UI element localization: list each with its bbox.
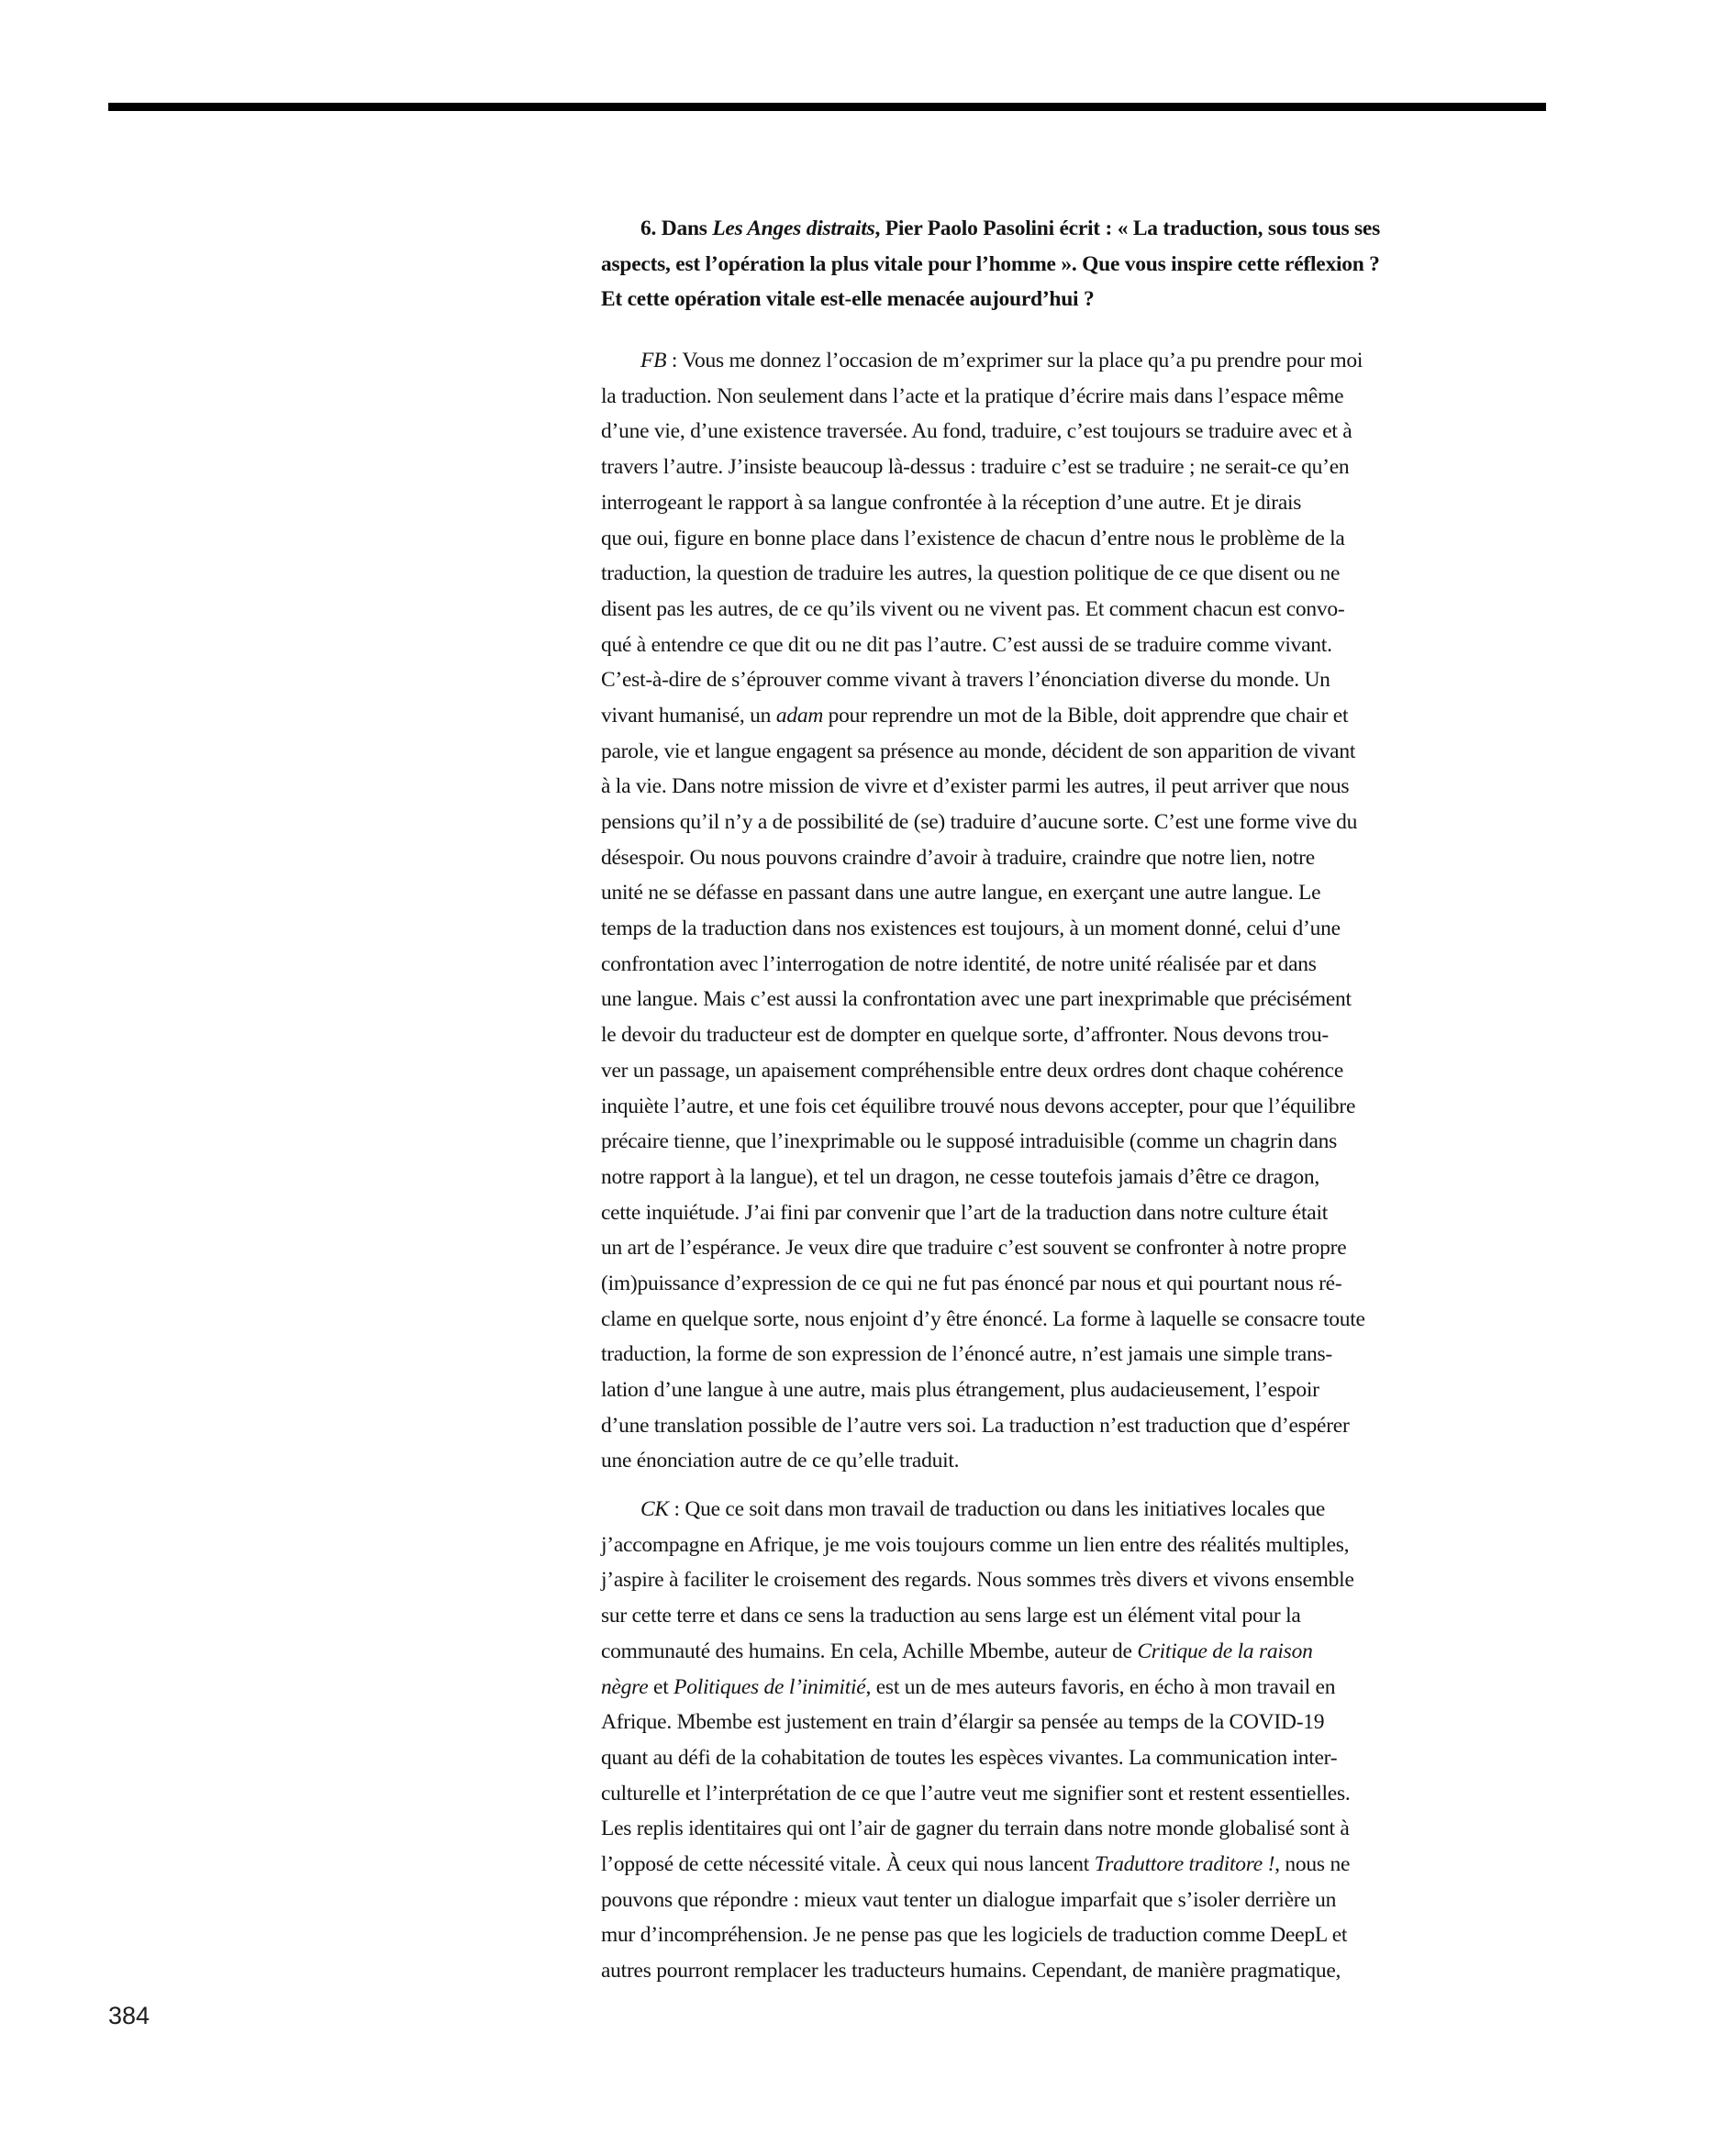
text-segment: Afrique. Mbembe est justement en train d’élargir sa pensée au temps de la COVID-19 [601, 1710, 1325, 1735]
text-segment: culturelle et l’interprétation de ce que l’autre veut me signifier sont et restent essentielles. [601, 1781, 1351, 1806]
text-line [601, 769, 1552, 805]
answer-paragraph-ck [601, 1492, 1552, 1989]
text-segment: Les replis identitaires qui ont l’air de gagner du terrain dans notre monde globalisé sont à [601, 1817, 1350, 1841]
text-segment: cette inquiétude. J’ai fini par convenir que l’art de la traduction dans notre culture était [601, 1200, 1328, 1225]
text-line [601, 1528, 1552, 1563]
answer-paragraph-fb [601, 343, 1552, 1479]
italic-segment: nègre [601, 1674, 649, 1699]
text-line [601, 1776, 1552, 1812]
text-segment: d’une translation possible de l’autre vers soi. La traduction n’est traduction que d’espérer [601, 1413, 1350, 1438]
italic-segment: FB [640, 349, 667, 373]
text-segment: que oui, figure en bonne place dans l’existence de chacun d’entre nous le problème de la [601, 526, 1345, 550]
text-segment: (im)puissance d’expression de ce qui ne fut pas énoncé par nous et qui pourtant nous ré- [601, 1271, 1342, 1295]
text-line [601, 1562, 1552, 1598]
text-line [601, 247, 1552, 283]
page-number: 384 [108, 2002, 150, 2029]
text-line [601, 1811, 1552, 1847]
text-line [601, 1302, 1552, 1338]
text-segment: , est un de mes auteurs favoris, en écho à mon travail en [865, 1674, 1336, 1699]
text-line [601, 1230, 1552, 1266]
text-line [601, 805, 1552, 840]
text-segment: disent pas les autres, de ce qu’ils vivent ou ne vivent pas. Et comment chacun est convo- [601, 596, 1345, 621]
text-segment: pouvons que répondre : mieux vaut tenter un dialogue imparfait que s’isoler derrière un [601, 1887, 1337, 1912]
text-segment: une énonciation autre de ce qu’elle traduit. [601, 1449, 960, 1473]
text-line [601, 1492, 1552, 1528]
text-line [601, 485, 1552, 521]
text-segment: , Pier Paolo Pasolini écrit : « La traduction, sous tous ses [874, 217, 1381, 240]
text-segment: : Vous me donnez l’occasion de m’exprimer sur la place qu’a pu prendre pour moi [666, 349, 1363, 373]
text-segment: précaire tienne, que l’inexprimable ou le supposé intraduisible (comme un chagrin dans [601, 1129, 1338, 1154]
text-segment: lation d’une langue à une autre, mais plus étrangement, plus audacieusement, l’espoir [601, 1378, 1319, 1402]
text-segment: quant au défi de la cohabitation de toutes les espèces vivantes. La communication inter- [601, 1745, 1338, 1770]
text-line [601, 1266, 1552, 1302]
text-line [601, 734, 1552, 770]
text-segment: j’aspire à faciliter le croisement des regards. Nous sommes très divers et vivons ensemble [601, 1568, 1354, 1593]
text-segment: pour reprendre un mot de la Bible, doit apprendre que chair et [823, 703, 1349, 728]
text-segment: C’est-à-dire de s’éprouver comme vivant à travers l’énonciation diverse du monde. Un [601, 668, 1330, 693]
text-segment: travers l’autre. J’insiste beaucoup là-dessus : traduire c’est se traduire ; ne serait-ce qu’en [601, 455, 1350, 480]
text-line [601, 1160, 1552, 1195]
text-line [601, 1337, 1552, 1373]
text-line [601, 1373, 1552, 1408]
text-segment: confrontation avec l’interrogation de notre identité, de notre unité réalisée par et dans [601, 951, 1317, 976]
text-segment: parole, vie et langue engagent sa présence au monde, décident de son apparition de vivant [601, 739, 1356, 763]
text-segment: traduction, la question de traduire les autres, la question politique de ce que disent ou ne [601, 561, 1341, 586]
text-line [601, 1634, 1552, 1670]
text-block [601, 211, 1552, 1989]
text-segment: autres pourront remplacer les traducteurs humains. Cependant, de manière pragmatique, [601, 1959, 1341, 1983]
text-line [601, 1670, 1552, 1706]
text-segment: vivant humanisé, un [601, 703, 776, 728]
text-segment: , nous ne [1274, 1851, 1351, 1876]
text-segment: l’opposé de cette nécessité vitale. À ceux qui nous lancent [601, 1851, 1095, 1876]
text-segment: sur cette terre et dans ce sens la traduction au sens large est un élément vital pour la [601, 1604, 1301, 1628]
text-line [601, 282, 1552, 317]
text-segment: : Que ce soit dans mon travail de traduction ou dans les initiatives locales que [668, 1497, 1326, 1522]
text-line [601, 1705, 1552, 1740]
italic-segment: Critique de la raison [1137, 1639, 1313, 1663]
text-segment: clame en quelque sorte, nous enjoint d’y être énoncé. La forme à laquelle se consacre toute [601, 1306, 1365, 1331]
text-line [601, 556, 1552, 592]
text-line [601, 1883, 1552, 1918]
text-line [601, 1408, 1552, 1444]
text-segment: un art de l’espérance. Je veux dire que traduire c’est souvent se confronter à notre propre [601, 1236, 1347, 1261]
text-line [601, 211, 1552, 247]
top-rule [108, 103, 1546, 111]
text-segment: communauté des humains. En cela, Achille Mbembe, auteur de [601, 1639, 1138, 1663]
text-segment: notre rapport à la langue), et tel un dragon, ne cesse toutefois jamais d’être ce dragon, [601, 1164, 1319, 1189]
text-line [601, 521, 1552, 557]
text-line [601, 1017, 1552, 1053]
text-line [601, 592, 1552, 628]
text-segment: mur d’incompréhension. Je ne pense pas que les logiciels de traduction comme DeepL et [601, 1923, 1348, 1948]
text-segment: j’accompagne en Afrique, je me vois toujours comme un lien entre des réalités multiples, [601, 1532, 1350, 1557]
text-line [601, 1124, 1552, 1160]
text-line [601, 1443, 1552, 1479]
text-segment: unité ne se défasse en passant dans une autre langue, en exerçant une autre langue. Le [601, 881, 1321, 906]
text-segment: interrogeant le rapport à sa langue confrontée à la réception d’une autre. Et je dirais [601, 490, 1302, 515]
text-line [601, 1847, 1552, 1883]
italic-segment: Les Anges distraits [712, 217, 875, 240]
italic-segment: Traduttore traditore ! [1094, 1851, 1275, 1876]
text-line [601, 947, 1552, 983]
text-segment: pensions qu’il n’y a de possibilité de (se) traduire d’aucune sorte. C’est une forme vive du [601, 810, 1358, 834]
text-segment: qué à entendre ce que dit ou ne dit pas l’autre. C’est aussi de se traduire comme vivant. [601, 632, 1332, 657]
text-segment: 6. Dans [640, 217, 713, 240]
text-line [601, 911, 1552, 947]
text-line [601, 840, 1552, 876]
interview-question-6 [601, 211, 1552, 317]
text-line [601, 1917, 1552, 1953]
text-line [601, 875, 1552, 911]
text-line [601, 450, 1552, 485]
text-line [601, 1053, 1552, 1089]
text-line [601, 1740, 1552, 1776]
text-segment: aspects, est l’opération la plus vitale pour l’homme ». Que vous inspire cette réflexion ? [601, 251, 1380, 276]
text-line [601, 1598, 1552, 1634]
text-segment: le devoir du traducteur est de dompter en quelque sorte, d’affronter. Nous devons trou- [601, 1023, 1329, 1048]
text-segment: ver un passage, un apaisement compréhensible entre deux ordres dont chaque cohérence [601, 1058, 1343, 1083]
text-segment: temps de la traduction dans nos existences est toujours, à un moment donné, celui d’une [601, 917, 1341, 941]
text-segment: d’une vie, d’une existence traversée. Au fond, traduire, c’est toujours se traduire avec et à [601, 419, 1352, 444]
italic-segment: CK [640, 1497, 669, 1522]
text-line [601, 982, 1552, 1017]
text-line [601, 1195, 1552, 1231]
text-line [601, 1953, 1552, 1989]
text-segment: inquiète l’autre, et une fois cet équilibre trouvé nous devons accepter, pour que l’équilibre [601, 1094, 1356, 1118]
text-segment: désespoir. Ou nous pouvons craindre d’avoir à traduire, craindre que notre lien, notre [601, 845, 1315, 870]
text-segment: traduction, la forme de son expression de l’énoncé autre, n’est jamais une simple trans- [601, 1342, 1332, 1367]
italic-segment: adam [775, 703, 824, 728]
text-line [601, 343, 1552, 379]
text-segment: Et cette opération vitale est-elle menacée aujourd’hui ? [601, 287, 1095, 312]
text-line [601, 628, 1552, 663]
text-line [601, 1089, 1552, 1125]
italic-segment: Politiques de l’inimitié [673, 1674, 866, 1699]
text-segment: à la vie. Dans notre mission de vivre et d’exister parmi les autres, il peut arriver que nous [601, 774, 1350, 799]
text-segment: la traduction. Non seulement dans l’acte et la pratique d’écrire mais dans l’espace même [601, 383, 1344, 408]
text-line [601, 662, 1552, 698]
text-segment: et [648, 1674, 674, 1699]
text-line [601, 379, 1552, 415]
text-line [601, 698, 1552, 734]
text-segment: une langue. Mais c’est aussi la confrontation avec une part inexprimable que précisément [601, 987, 1352, 1012]
text-line [601, 414, 1552, 450]
